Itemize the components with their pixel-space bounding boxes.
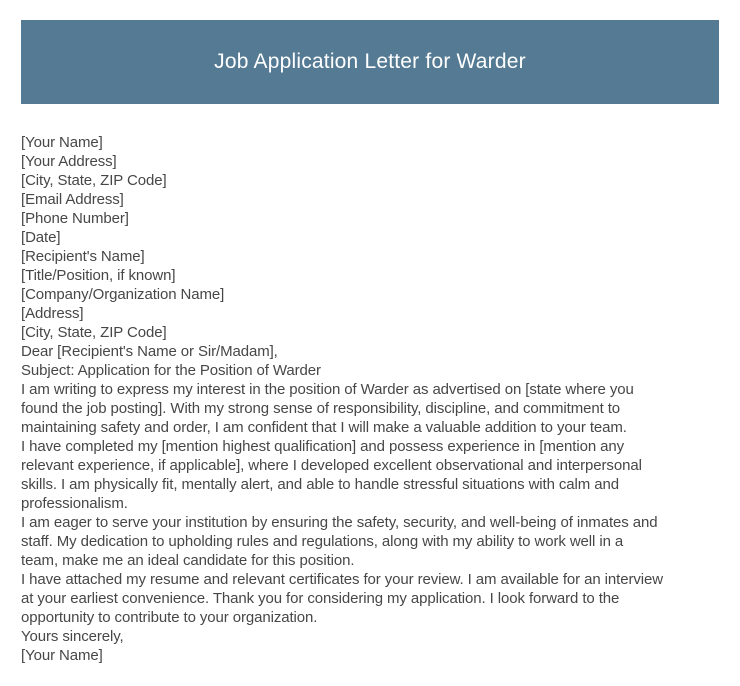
- letter-body: [21, 133, 726, 665]
- letter-line: maintaining safety and order, I am confident that I will make a valuable addition to your team.: [21, 419, 627, 436]
- letter-line: team, make me an ideal candidate for this position.: [21, 552, 355, 569]
- letter-line: [Your Address]: [21, 153, 117, 170]
- letter-line: [City, State, ZIP Code]: [21, 324, 167, 341]
- letter-line: professionalism.: [21, 495, 128, 512]
- letter-line: [Your Name]: [21, 134, 103, 151]
- title-banner: [21, 20, 719, 104]
- letter-line: I have attached my resume and relevant certificates for your review. I am available for an interview: [21, 571, 663, 588]
- letter-line: [Email Address]: [21, 191, 124, 208]
- letter-line: I have completed my [mention highest qualification] and possess experience in [mention any: [21, 438, 625, 455]
- letter-line: staff. My dedication to upholding rules and regulations, along with my ability to work well in a: [21, 533, 624, 550]
- letter-line: [Title/Position, if known]: [21, 267, 176, 284]
- letter-line: Dear [Recipient's Name or Sir/Madam],: [21, 343, 278, 360]
- letter-line: relevant experience, if applicable], where I developed excellent observational and interpersonal: [21, 457, 642, 474]
- letter-line: I am writing to express my interest in the position of Warder as advertised on [state where you: [21, 381, 634, 398]
- letter-line: [Company/Organization Name]: [21, 286, 225, 303]
- letter-line: Yours sincerely,: [21, 628, 124, 645]
- letter-line: Subject: Application for the Position of Warder: [21, 362, 321, 379]
- letter-line: opportunity to contribute to your organization.: [21, 609, 318, 626]
- letter-line: skills. I am physically fit, mentally alert, and able to handle stressful situations with calm and: [21, 476, 619, 493]
- letter-line: found the job posting]. With my strong sense of responsibility, discipline, and commitment to: [21, 400, 621, 417]
- page-title: Job Application Letter for Warder: [214, 50, 526, 73]
- letter-line: [Phone Number]: [21, 210, 129, 227]
- letter-line: I am eager to serve your institution by ensuring the safety, security, and well-being of inmates and: [21, 514, 658, 531]
- letter-line: [City, State, ZIP Code]: [21, 172, 167, 189]
- letter-line: [Your Name]: [21, 647, 103, 664]
- letter-line: [Address]: [21, 305, 84, 322]
- letter-line: [Recipient's Name]: [21, 248, 145, 265]
- letter-line: at your earliest convenience. Thank you for considering my application. I look forward to the: [21, 590, 620, 607]
- letter-line: [Date]: [21, 229, 61, 246]
